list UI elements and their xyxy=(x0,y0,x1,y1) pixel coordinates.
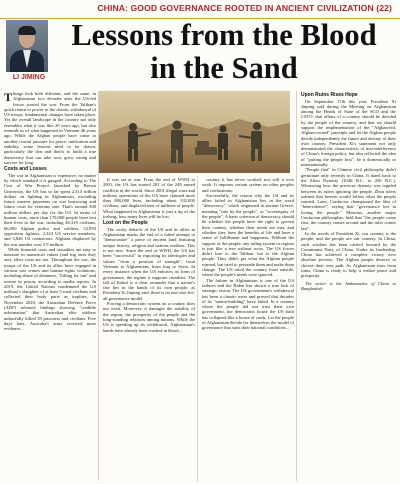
headline-line-1: Lessons from the Blood xyxy=(71,18,377,52)
series-title: CHINA: GOOD GOVERNANCE ROOTED IN ANCIENT CIVILIZATION (22) xyxy=(97,3,392,13)
paragraph: country it has never worked, nor will it ever work. It imposes certain system on other peoples and civilizations. xyxy=(202,177,294,193)
subheading: Costs and Losses xyxy=(4,166,47,173)
column-3 xyxy=(202,177,294,483)
paragraph: Successfully, the reason why the US and its allies failed in Afghanistan lies in the word "democracy", which originated in ancient Greece, meaning "rule by the people", or "sovereignty of the people". A basic criterion of democracy should be whether the people have the right to govern their country, whether their needs are met, and whether they have the benefits of life and have a sense of fulfillment and happiness. Without the support of the people, any ruling system or regime is just like a tree without roots. The US forces didn't lose to the Taliban, but to the Afghan people. They didn't get what the Afghan people wanted, but tried to persuade them and make them change. The US ruled the country from outside, where the people's needs were ignored. xyxy=(202,192,294,278)
column-divider xyxy=(98,91,99,481)
column-divider xyxy=(197,176,198,482)
soldiers-photo-illustration xyxy=(99,91,290,173)
subheading: Upon Ruins Rises Hope xyxy=(301,92,358,98)
paragraph: "People first" in Chinese civil philosophy didn't germinate only recently in China. It dated back to the Zhou Dynasty (1046 B.C. to 256 B.C.). Witnessing how the previous dynasty was toppled between its rulers ignoring the people, Zhou rulers warned that heaven would follow what the people wanted. Later, Confucius championed the idea of "benevolence", saying that "governance lies in loving the people." Mencius, another major Confucian philosopher, held that "the people come first, the country comes second and the ruler comes last". xyxy=(301,167,396,231)
headline-line-2: in the Sand xyxy=(150,51,298,85)
paragraph: It was set at war. From the end of WWII to 2001, the US has started 201 of the 248 armed conflicts in the world. Since 2001 illegal wars and military operations of the US have claimed more than 800,000 lives, including about 335,000 civilians, and displaced tens of millions of people. What happened in Afghanistan is just a tip of the iceberg, how many lives will be lost. xyxy=(103,177,195,220)
paragraph: hings look both different, and the same, in Afghanistan two decades after the US-led forces started the war. From the Taliban's quick return to power to the chaotic withdrawal of US troops, fundamental changes have taken place. Yet the overall landscape in the country not only resembles what it was like 20 years ago, but also reminds us of what happened in Vietnam 46 years ago. While the Afghan people have come to another crucial juncture for peace, unification and stability, some lessons need to be drawn, particularly the don and don'ts to build a true democracy that can take root, grow strong and survive for long. xyxy=(4,91,96,165)
column-divider xyxy=(296,91,297,481)
column-1 xyxy=(4,91,96,483)
paragraph: Forcing a democratic system on a country does not work. Moreover, it damages the stability of the region, the prosperity of the people and the long-standing relations among nations. While the US is speeding up its withdrawal, Afghanistan's hands have already been washed in blood... xyxy=(103,301,195,333)
paragraph: The failure in Afghanistan is one of the US failures and the Biden has shown a true lack of strategic vision. The US government's withdrawal has been a chaotic mess and proved that decades of its "nation-building" have failed. In a country where the people did not trust their own government, the democratic house the US built has collapsed like a house of cards. Let the people of Afghanistan decide for themselves the model of governance that suits their national conditions... xyxy=(202,277,294,331)
series-header xyxy=(0,0,400,19)
author-photo xyxy=(6,20,48,72)
paragraph: On September 17th this year, President Xi Jinping said during the Meeting on Afghanistan among the Heads of State of the SCO and the CSTO, that affairs of a country should be decided by the people of the country, and that we should support the implementation of the "Afghan-led, Afghan-owned" principle and let the Afghan people decide independently the future and destiny of their own country. President Xi's statement not only demonstrated the characteristic of non-interference of China's foreign policy, but also reflected the idea of "putting the people first", be it domestically or internationally. xyxy=(301,98,396,168)
drop-cap: T xyxy=(4,91,13,104)
column-4 xyxy=(301,91,396,483)
author-bio: The writer is the Ambassador of China to Bangladesh xyxy=(301,280,396,291)
column-2 xyxy=(103,177,195,483)
paragraph: The war in Afghanistan is expensive, no matter by which standard it is gauged. According to The Cost of War Project launched by Brown University, the US has so far spent 2.313 trillion dollars on fighting in Afghanistan, excluding future interest payments on war borrowing and future costs for veterans care. That's around 300 million dollars per day for the US. In terms of human costs, more than 170,000 people have lost their lives in the war, including 46,319 civilians, 66,000 Afghan police and soldiers, 52,893 opposition fighters, 2,324 US service members, and 3,846 US contractors. Afghans displaced by the war number over 5.9 million. xyxy=(4,172,96,247)
paragraph: The costly debacle of the US and its allies in Afghanistan marks the end of a failed attempt to "democratize" a piece of ancient land featuring unique history, religion and nations realities. This is not new. Since the end of WWII, the US has been "successful" in exporting its ideologies and values "from a position of strength", from Vietnam to Afghanistan, from Iraq to Syria. In every instance when the US enforces its form of governance, the regime it supports crumbles. The fall of Kabul is a clear reminder that a nation's fate lies in the hands of its own people; as President Xi Jinping said, there is no one-size-fits-all governance model. xyxy=(103,226,195,301)
article-photo xyxy=(99,91,290,173)
author-name: LI JIMING xyxy=(12,74,46,81)
subheading: Lost on the People xyxy=(103,220,148,227)
paragraph: In the words of President Xi, our country is the people, and the people are our country. In China, such wisdom has been carried forward by the Communist Party of China. Under its leadership, China has achieved a complete victory over absolute poverty. The Afghan people deserve to choose their own path. As Afghanistan rises from ruins, China is ready to help it realize peace and prosperity. xyxy=(301,230,396,279)
paragraph: While financial costs and casualties are easy to measure in numerical values (and big ones they are), other costs are not. Throughout the war, the troops of the US and its allies have engaged in various war crimes and human rights violations, including abuse of detainees, "killing for fun" and torture in prison, according to media reports. In 2019, the United Nations condemned the US military's slaughter of at least 5 rural civilians and collected their body parts as trophies. In November 2020, the Australian Defence Force (ADF) released findings showing "credible information" that Australian elite soldiers unlawfully killed 39 prisoners and civilians. Five days later, Australia's army received more evidence... xyxy=(4,246,96,332)
